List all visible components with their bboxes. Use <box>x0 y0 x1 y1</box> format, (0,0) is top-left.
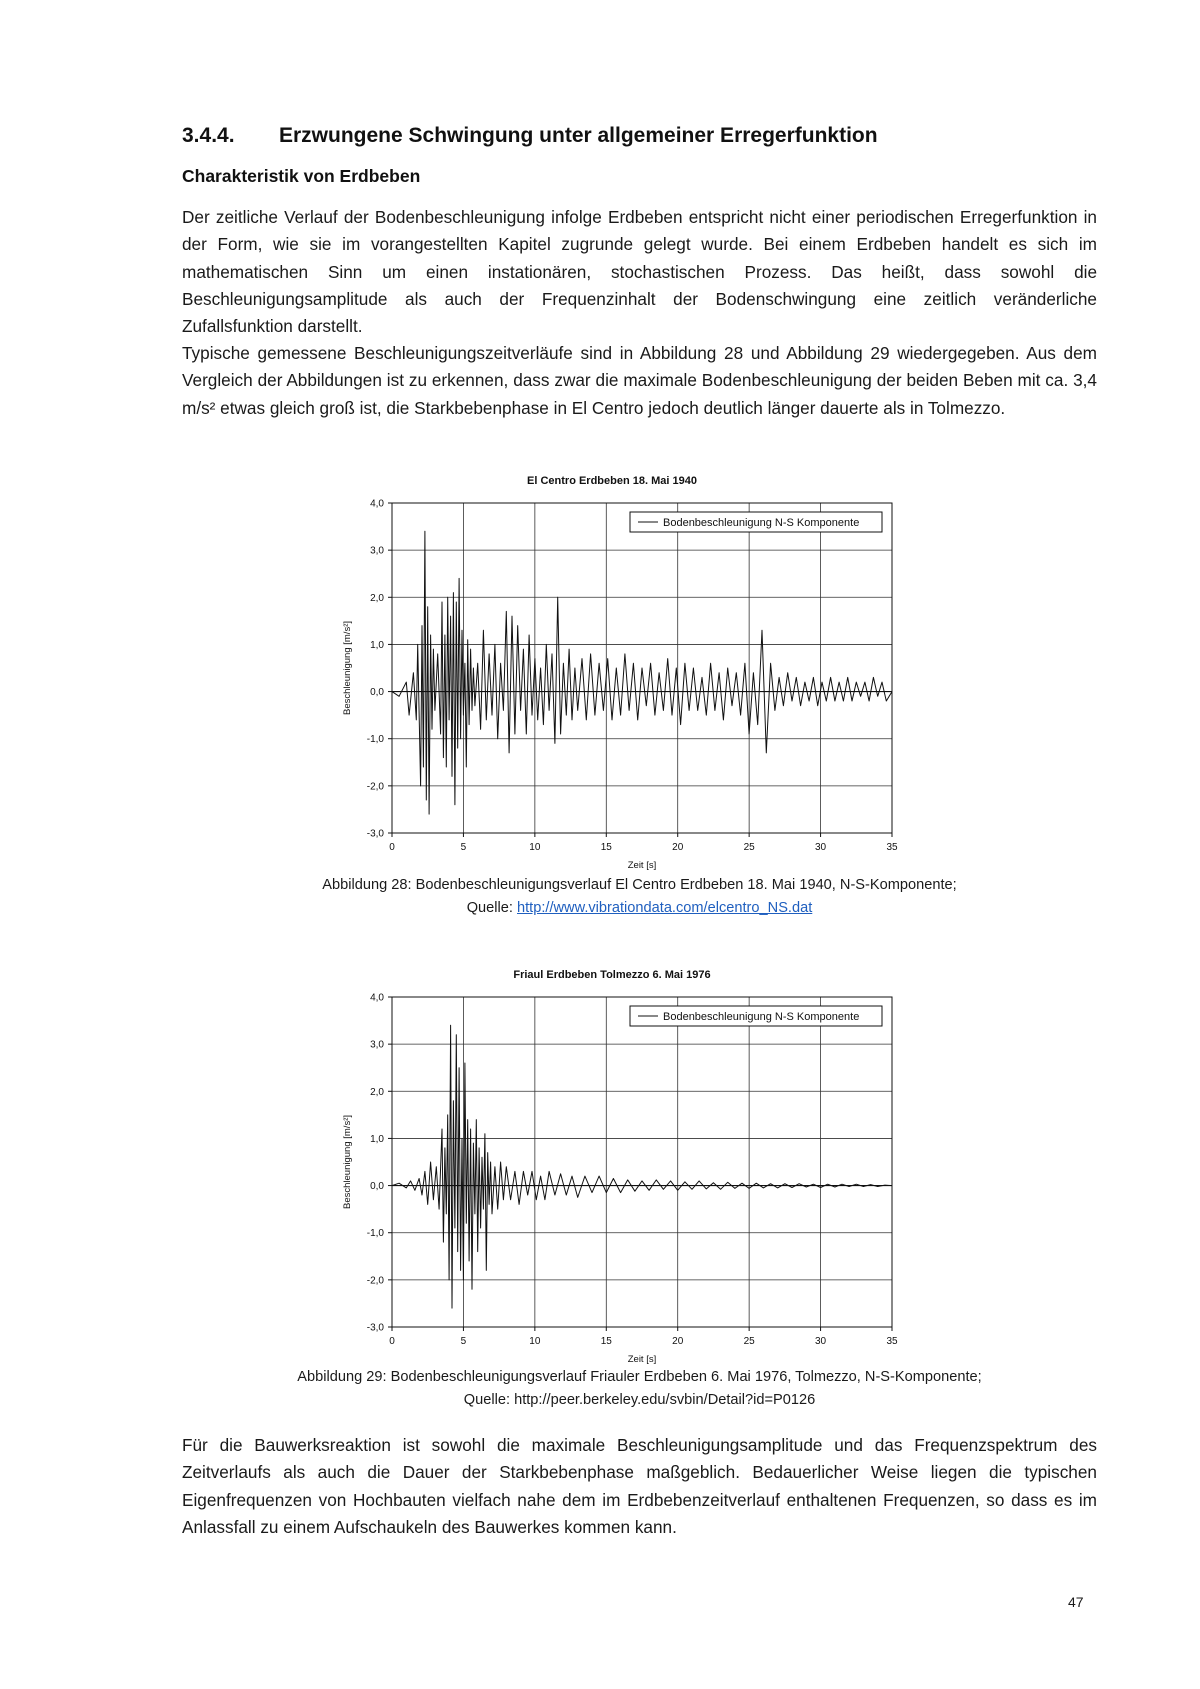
chart-title: El Centro Erdbeben 18. Mai 1940 <box>527 475 697 487</box>
y-tick-label: 0,0 <box>370 1181 384 1193</box>
x-tick-label: 25 <box>743 842 755 853</box>
y-tick-label: -2,0 <box>366 781 384 793</box>
y-axis-label: Beschleunigung [m/s²] <box>342 1115 353 1209</box>
y-tick-label: 3,0 <box>370 545 384 557</box>
section-number: 3.4.4. <box>182 124 235 147</box>
caption-figure-29-source: Quelle: http://peer.berkeley.edu/svbin/Detail?id=P0126 <box>463 1391 816 1408</box>
y-tick-label: 4,0 <box>370 498 384 510</box>
x-axis-label: Zeit [s] <box>627 860 657 871</box>
y-tick-label: -1,0 <box>366 1228 384 1240</box>
y-tick-label: 0,0 <box>370 687 384 699</box>
chart-tolmezzo <box>330 962 910 1366</box>
chart-grid <box>388 503 892 837</box>
x-tick-label: 5 <box>460 1336 467 1347</box>
caption-figure-28 <box>182 874 1097 919</box>
x-tick-label: 15 <box>600 1336 612 1347</box>
y-tick-label: 1,0 <box>370 1133 384 1145</box>
x-tick-label: 35 <box>886 1336 898 1347</box>
x-tick-label: 10 <box>529 842 541 853</box>
chart-legend <box>630 1006 882 1026</box>
x-tick-label: 35 <box>886 842 898 853</box>
x-tick-label: 25 <box>743 1336 755 1347</box>
caption-figure-28-text: Abbildung 28: Bodenbeschleunigungsverlauf El Centro Erdbeben 18. Mai 1940, N-S-Komponente; <box>322 877 957 893</box>
figure-el-centro <box>330 468 910 872</box>
y-tick-label: 2,0 <box>370 1086 384 1098</box>
y-tick-label: 1,0 <box>370 639 384 651</box>
y-tick-label: 3,0 <box>370 1039 384 1051</box>
page-number: 47 <box>1068 1594 1084 1610</box>
chart-el-centro <box>330 468 910 872</box>
caption-figure-29 <box>182 1366 1097 1411</box>
x-tick-label: 20 <box>672 1336 684 1347</box>
y-tick-label: 4,0 <box>370 992 384 1004</box>
section-title: Erzwungene Schwingung unter allgemeiner Erregerfunktion <box>279 124 878 147</box>
chart-grid <box>388 997 892 1331</box>
y-tick-label: -2,0 <box>366 1275 384 1287</box>
source-link-el-centro[interactable]: http://www.vibrationdata.com/elcentro_NS.dat <box>517 899 813 916</box>
paragraph-3: Für die Bauwerksreaktion ist sowohl die maximale Beschleunigungsamplitude und das Frequenzspektrum des Zeitverlaufs als auch die Dauer der Starkbebenphase maßgeblich. Bedauerlicher Weise liegen die typischen Eigenfrequenzen von Hochbauten vielfach nahe dem im Erdbebenzeitverlauf enthaltenen Frequenzen, so dass es im Anlassfall zu einem Aufschaukeln des Bauwerkes kommen kann. <box>182 1435 1097 1537</box>
paragraph-2: Typische gemessene Beschleunigungszeitverläufe sind in Abbildung 28 und Abbildung 29 wiedergegeben. Aus dem Vergleich der Abbildungen ist zu erkennen, dass zwar die maximale Bodenbeschleunigung der beiden Beben mit ca. 3,4 m/s² etwas gleich groß ist, die Starkbebenphase in El Centro jedoch deutlich länger dauerte als in Tolmezzo. <box>182 343 1097 418</box>
subheading: Charakteristik von Erdbeben <box>182 166 421 186</box>
figure-tolmezzo <box>330 962 910 1366</box>
x-tick-label: 15 <box>600 842 612 853</box>
x-axis-label: Zeit [s] <box>627 1354 657 1365</box>
y-tick-label: -3,0 <box>366 1322 384 1334</box>
x-tick-label: 0 <box>389 1336 395 1347</box>
y-axis-label: Beschleunigung [m/s²] <box>342 621 353 715</box>
paragraph-1: Der zeitliche Verlauf der Bodenbeschleunigung infolge Erdbeben entspricht nicht einer periodischen Erregerfunktion in der Form, wie sie im vorangestellten Kapitel zugrunde gelegt wurde. Bei einem Erdbeben handelt es sich im mathematischen Sinn um einen instationären, stochastischen Prozess. Das heißt, dass sowohl die Beschleunigungsamplitude als auch der Frequenzinhalt der Bodenschwingung eine zeitlich veränderliche Zufallsfunktion darstellt. <box>182 207 1097 337</box>
series-line-0 <box>392 1025 892 1308</box>
x-tick-label: 20 <box>672 842 684 853</box>
x-tick-label: 30 <box>815 1336 827 1347</box>
section-heading <box>182 124 1102 148</box>
x-tick-label: 0 <box>389 842 395 853</box>
x-tick-label: 10 <box>529 1336 541 1347</box>
y-tick-label: -3,0 <box>366 828 384 840</box>
y-tick-label: -1,0 <box>366 734 384 746</box>
chart-legend <box>630 512 882 532</box>
chart-title: Friaul Erdbeben Tolmezzo 6. Mai 1976 <box>513 969 711 981</box>
caption-figure-28-source-label: Quelle: <box>466 899 517 916</box>
legend-label: Bodenbeschleunigung N-S Komponente <box>663 1011 860 1023</box>
series-line-0 <box>392 531 892 814</box>
legend-label: Bodenbeschleunigung N-S Komponente <box>663 517 860 529</box>
y-tick-label: 2,0 <box>370 592 384 604</box>
x-tick-label: 5 <box>460 842 467 853</box>
x-tick-label: 30 <box>815 842 827 853</box>
caption-figure-29-text: Abbildung 29: Bodenbeschleunigungsverlauf Friauler Erdbeben 6. Mai 1976, Tolmezzo, N-S-Komponente; <box>297 1369 982 1385</box>
